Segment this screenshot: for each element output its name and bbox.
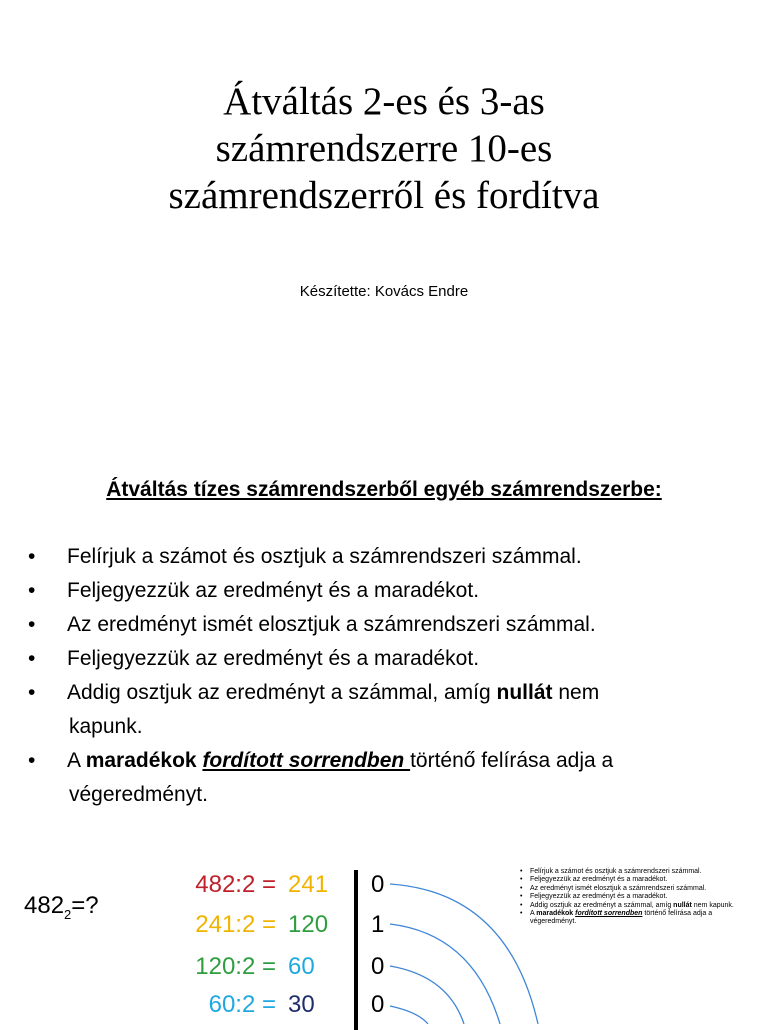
bullet-dot: •: [28, 647, 36, 670]
bullet-dot: •: [520, 910, 523, 918]
thumbnail-bullet: [520, 876, 758, 884]
question-number: 482: [24, 892, 65, 919]
arc-line: [390, 924, 500, 1024]
thumbnail-bullet-list: [520, 868, 758, 927]
division-result: 241: [288, 871, 329, 898]
thumbnail-bullet: [520, 885, 758, 893]
bullet-dot: •: [28, 681, 36, 704]
arc-line: [390, 1006, 428, 1024]
arc-line: [390, 884, 538, 1024]
title-slide: [0, 0, 768, 430]
thumbnail-bullet-text: Feljegyezzük az eredményt és a maradékot.: [530, 876, 668, 884]
thumbnail-bold: nullát: [673, 901, 692, 909]
bullet-dot: •: [520, 901, 523, 909]
division-equation: 60:2 =: [208, 991, 276, 1018]
title-line-3: számrendszerről és fordítva: [168, 174, 600, 217]
division-result: 60: [288, 953, 315, 980]
division-equation: 482:2 =: [195, 871, 276, 898]
bullet-dot: •: [520, 884, 523, 892]
bullet-emphasis: fordított sorrendben: [202, 749, 411, 772]
vertical-divider: [354, 870, 358, 1030]
bullet-item: [28, 676, 758, 744]
question-mark: =?: [71, 892, 99, 919]
author-line: Készítette: Kovács Endre: [299, 283, 469, 300]
bullet-item: [28, 540, 758, 574]
bullet-continuation: végeredményt.: [69, 783, 208, 806]
thumbnail-bullet-text: történő felírása adja a végeredményt.: [530, 910, 713, 926]
arc-line: [390, 966, 464, 1024]
slide-heading: Átváltás tízes számrendszerből egyéb számrendszerbe:: [106, 478, 662, 501]
bullet-text: A: [67, 749, 86, 772]
bullet-bold: nullát: [496, 681, 553, 704]
bullet-dot: •: [28, 613, 36, 636]
thumbnail-bold: maradékok: [536, 910, 574, 918]
thumbnail-bullet: [520, 868, 758, 876]
bullet-text: Feljegyezzük az eredményt és a maradékot.: [67, 647, 480, 670]
thumbnail-bullet-text: nem kapunk.: [691, 901, 734, 909]
bullet-item: [28, 574, 758, 608]
thumbnail-bullet-text: Addig osztjuk az eredményt a számmal, amíg: [530, 901, 674, 909]
thumbnail-bullet: [520, 893, 758, 901]
question-base-subscript: 2: [64, 906, 72, 922]
thumbnail-bullet-text: Az eredményt ismét elosztjuk a számrendszeri számmal.: [530, 884, 707, 892]
division-result: 120: [288, 911, 329, 938]
slide-title: [0, 78, 768, 219]
bullet-text: Feljegyezzük az eredményt és a maradékot.: [67, 579, 480, 602]
bullet-text: Az eredményt ismét elosztjuk a számrendszeri számmal.: [67, 613, 596, 636]
division-remainder: 0: [371, 953, 385, 980]
thumbnail-bullet-text: A: [530, 910, 537, 918]
division-remainder: 1: [371, 911, 385, 938]
bullet-dot: •: [520, 876, 523, 884]
bullet-dot: •: [28, 749, 36, 772]
thumbnail-bullet-text: Feljegyezzük az eredményt és a maradékot.: [530, 893, 668, 901]
bullet-dot: •: [28, 579, 36, 602]
bullet-item: [28, 744, 758, 812]
division-equation: 241:2 =: [195, 911, 276, 938]
bullet-list: [28, 540, 758, 812]
bullet-text: nem: [552, 681, 600, 704]
title-line-1: Átváltás 2-es és 3-as: [223, 80, 545, 123]
bullet-dot: •: [520, 868, 523, 875]
bullet-bold: maradékok: [85, 749, 197, 772]
content-slide: [0, 430, 768, 1024]
bullet-text: Addig osztjuk az eredményt a számmal, amíg: [67, 681, 497, 704]
conversion-example: [0, 862, 768, 1024]
bullet-text: Felírjuk a számot és osztjuk a számrendszeri számmal.: [67, 545, 582, 568]
title-line-2: számrendszerre 10-es: [215, 127, 553, 170]
bullet-dot: •: [520, 893, 523, 901]
bullet-continuation: kapunk.: [69, 715, 143, 738]
division-remainder: 0: [371, 871, 385, 898]
division-remainder: 0: [371, 991, 385, 1018]
division-result: 30: [288, 991, 315, 1018]
thumbnail-bullet: [520, 902, 758, 910]
division-equation: 120:2 =: [195, 953, 276, 980]
bullet-item: [28, 608, 758, 642]
bullet-text: történő felírása adja a: [410, 749, 614, 772]
thumbnail-emphasis: fordított sorrendben: [575, 910, 643, 918]
thumbnail-bullet: [520, 910, 758, 927]
thumbnail-bullet-text: Felírjuk a számot és osztjuk a számrendszeri számmal.: [530, 868, 702, 875]
bullet-item: [28, 642, 758, 676]
bullet-dot: •: [28, 545, 36, 568]
